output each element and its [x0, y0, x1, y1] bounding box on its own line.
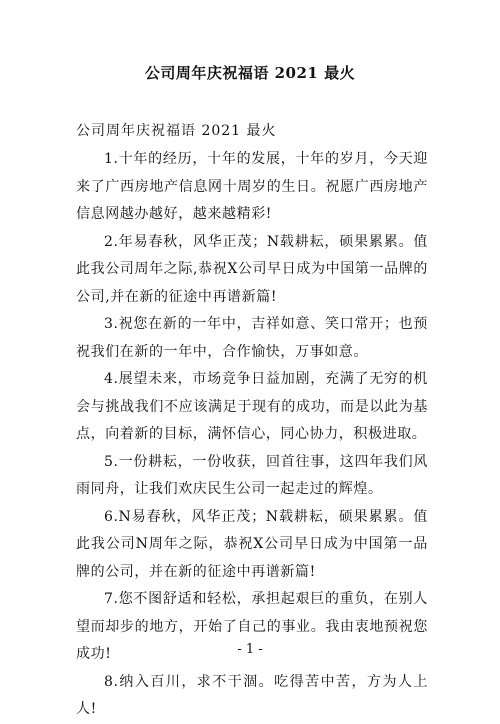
paragraph-1: 1.十年的经历，十年的发展，十年的岁月，今天迎来了广西房地产信息网十周岁的生日。祝愿广西房地产信息网越办越好，越来越精彩!	[76, 151, 428, 222]
paragraph-7: 7.您不图舒适和轻松，承担起艰巨的重负，在别人望而却步的地方，开始了自己的事业。我由衷地预祝您成功!	[76, 591, 428, 662]
document-subtitle: 公司周年庆祝福语 2021 最火	[76, 123, 277, 139]
paragraph-3: 3.祝您在新的一年中，吉祥如意、笑口常开；也预祝我们在新的一年中，合作愉快，万事如意。	[76, 316, 428, 360]
paragraph-4: 4.展望未来，市场竞争日益加剧，充满了无穷的机会与挑战我们不应该满足于现有的成功，而是以此为基点，向着新的目标，满怀信心，同心协力，积极进取。	[76, 371, 428, 442]
document-title: 公司周年庆祝福语 2021 最火	[144, 64, 356, 82]
paragraph-2: 2.年易春秋，风华正茂；N载耕耘，硕果累累。值此我公司周年之际,恭祝X公司早日成为中国第一品牌的公司,并在新的征途中再谱新篇!	[76, 233, 428, 305]
paragraph-5: 5.一份耕耘，一份收获，回首往事，这四年我们风雨同舟，让我们欢庆民生公司一起走过的辉煌。	[76, 453, 428, 497]
document-body	[76, 146, 428, 724]
paragraph-6: 6.N易春秋，风华正茂；N载耕耘，硕果累累。值此我公司N周年之际，恭祝X公司早日成为中国第一品牌的公司，并在新的征途中再谱新篇!	[76, 508, 428, 580]
paragraph-8: 8.纳入百川，求不干涸。吃得苦中苦，方为人上人!	[76, 673, 428, 717]
page-number: - 1 -	[237, 642, 263, 657]
